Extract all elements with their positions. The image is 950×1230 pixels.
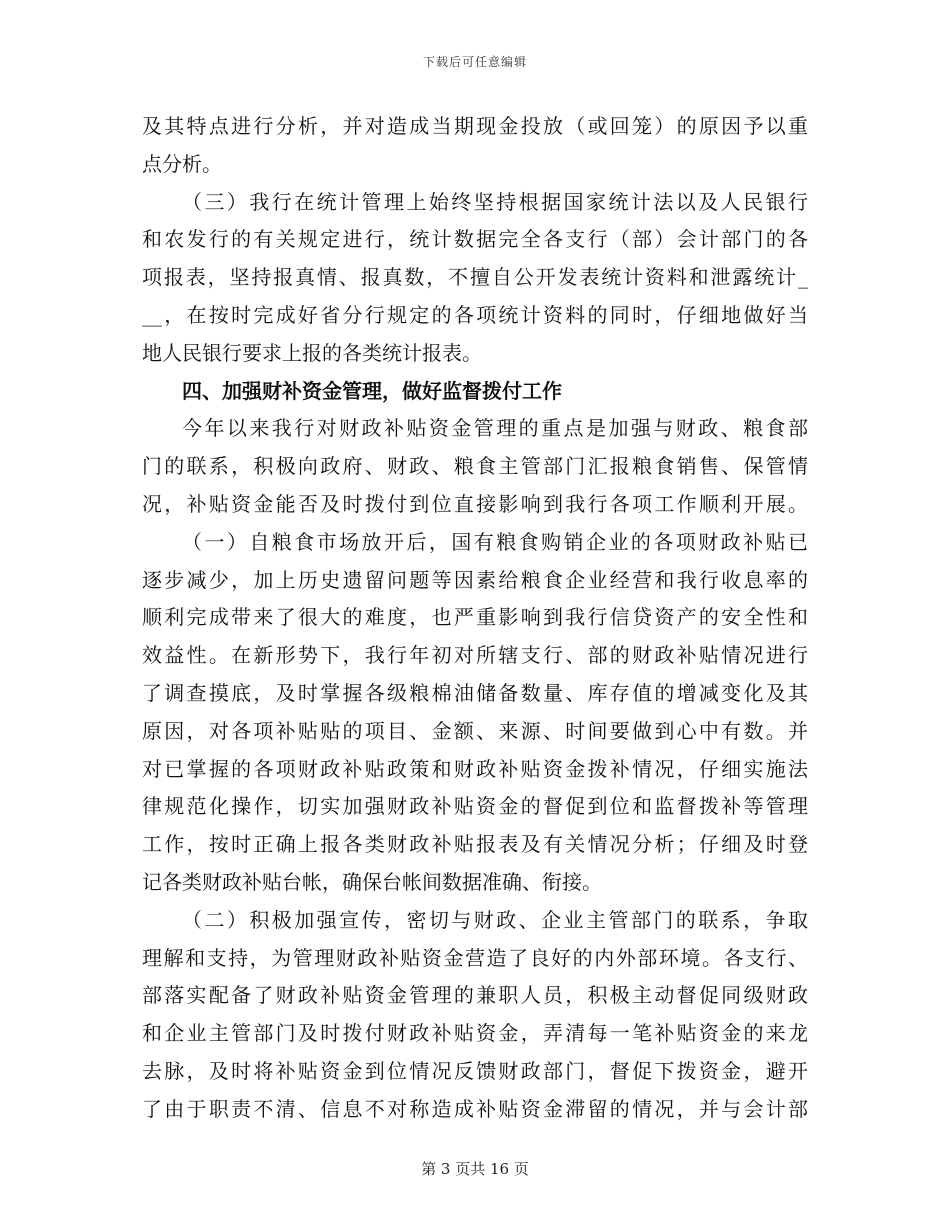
text-line: 门的联系，积极向政府、财政、粮食主管部门汇报粮食销售、保管情 (142, 454, 808, 479)
text-line: （一）自粮食市场放开后，国有粮食购销企业的各项财政补贴已 (182, 529, 808, 554)
text-line: 及其特点进行分析，并对造成当期现金投放（或回笼）的原因予以重 (142, 114, 808, 138)
text-line: 记各类财政补贴台帐，确保台帐间数据准确、衔接。 (142, 869, 602, 894)
text-line: 部落实配备了财政补贴资金管理的兼职人员，积极主动督促同级财政 (142, 983, 808, 1008)
text-line: 地人民银行要求上报的各类统计报表。 (142, 340, 482, 365)
text-line: 况，补贴资金能否及时拨付到位直接影响到我行各项工作顺利开展。 (142, 491, 808, 516)
text-line: 对已掌握的各项财政补贴政策和财政补贴资金拨补情况，仔细实施法 (142, 756, 808, 781)
text-line: 点分析。 (142, 151, 222, 176)
text-line: 今年以来我行对财政补贴资金管理的重点是加强与财政、粮食部 (182, 416, 808, 441)
text-line: 去脉，及时将补贴资金到位情况反馈财政部门，督促下拨资金，避开 (142, 1058, 808, 1083)
page-header: 下载后可任意编辑 (422, 55, 527, 69)
text-line: 项报表，坚持报真情、报真数，不擅自公开发表统计资料和泄露统计_ (142, 265, 808, 290)
text-line: 逐步减少，加上历史遗留问题等因素给粮食企业经营和我行收息率的 (142, 567, 808, 592)
text-line: 律规范化操作，切实加强财政补贴资金的督促到位和监督拨补等管理 (142, 794, 808, 819)
document-body (142, 108, 808, 1129)
text-line: 和农发行的有关规定进行，统计数据完全各支行（部）会计部门的各 (142, 227, 808, 252)
section-heading: 四、加强财补资金管理，做好监督拨付工作 (182, 378, 562, 403)
text-line: 和企业主管部门及时拨付财政补贴资金，弄清每一笔补贴资金的来龙 (142, 1021, 808, 1046)
text-line: 顺利完成带来了很大的难度，也严重影响到我行信贷资产的安全性和 (142, 605, 808, 630)
text-line: __，在按时完成好省分行规定的各项统计资料的同时，仔细地做好当 (142, 302, 808, 327)
text-line: 工作，按时正确上报各类财政补贴报表及有关情况分析；仔细及时登 (142, 832, 808, 857)
text-line: 效益性。在新形势下，我行年初对所辖支行、部的财政补贴情况进行 (142, 643, 808, 668)
text-line: （二）积极加强宣传，密切与财政、企业主管部门的联系，争取 (182, 907, 808, 932)
text-line: 原因，对各项补贴贴的项目、金额、来源、时间要做到心中有数。并 (142, 718, 808, 743)
text-line: 了由于职责不清、信息不对称造成补贴资金滞留的情况，并与会计部 (142, 1096, 808, 1121)
text-line: （三）我行在统计管理上始终坚持根据国家统计法以及人民银行 (182, 189, 808, 214)
text-line: 理解和支持，为管理财政补贴资金营造了良好的内外部环境。各支行、 (142, 945, 808, 970)
text-line: 了调查摸底，及时掌握各级粮棉油储备数量、库存值的增减变化及其 (142, 680, 808, 705)
page-number: 第 3 页共 16 页 (421, 1160, 529, 1178)
